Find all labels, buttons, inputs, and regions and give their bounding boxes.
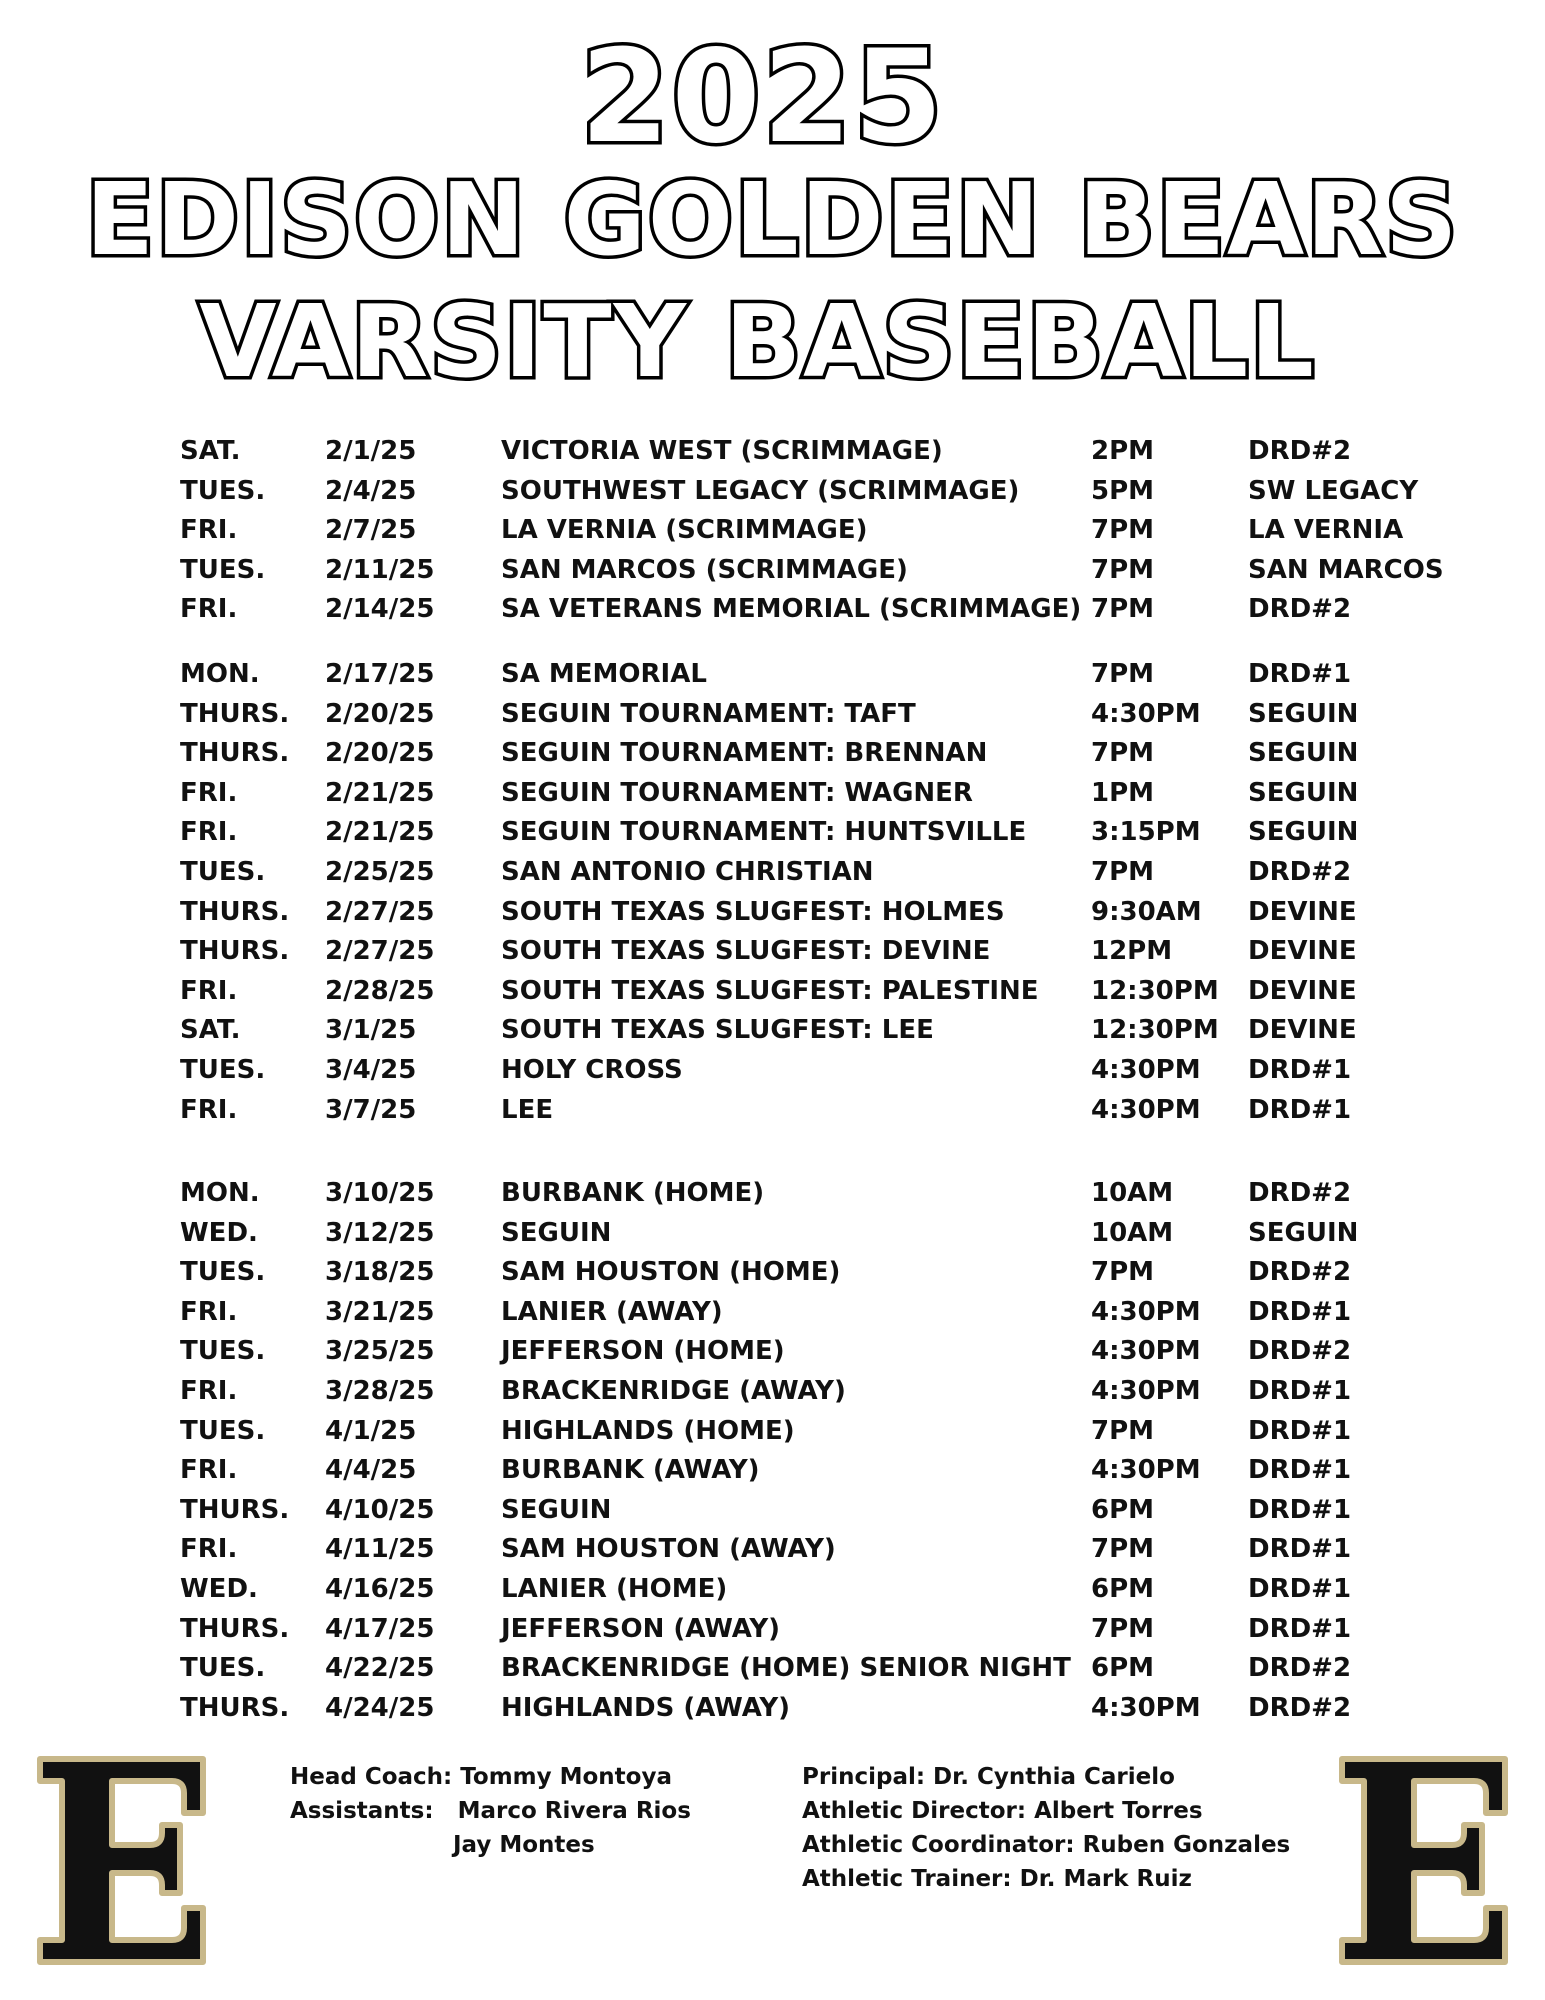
game-date: 3/10/25: [325, 1178, 435, 1208]
game-opponent: SA VETERANS MEMORIAL (SCRIMMAGE): [501, 594, 1082, 625]
game-opponent: JEFFERSON (AWAY): [501, 1613, 781, 1644]
game-location: DRD#2: [1248, 1692, 1352, 1723]
game-day: WED.: [180, 1574, 258, 1604]
athletic-coordinator: Athletic Coordinator: Ruben Gonzales: [802, 1832, 1291, 1858]
schedule-row: [0, 1373, 1545, 1409]
game-opponent: LEE: [501, 1094, 554, 1125]
game-date: 4/17/25: [325, 1613, 435, 1644]
game-time: 3:15PM: [1091, 817, 1201, 848]
game-day: FRI.: [180, 777, 238, 808]
game-date: 4/16/25: [325, 1574, 435, 1604]
game-opponent: SEGUIN: [501, 1494, 612, 1525]
game-location: DRD#2: [1248, 1178, 1352, 1208]
game-time: 9:30AM: [1091, 896, 1202, 927]
schedule-row: [0, 473, 1545, 509]
game-opponent: JEFFERSON (HOME): [501, 1336, 785, 1367]
game-location: DRD#1: [1248, 1296, 1352, 1327]
game-date: 3/1/25: [325, 1015, 417, 1046]
game-day: TUES.: [180, 1055, 266, 1085]
game-opponent: SA MEMORIAL: [501, 659, 707, 689]
schedule-row: [0, 854, 1545, 890]
game-time: 12:30PM: [1091, 975, 1219, 1006]
schedule-row: [0, 1650, 1545, 1686]
head-coach: Head Coach: Tommy Montoya: [290, 1764, 672, 1790]
game-location: SEGUIN: [1248, 738, 1359, 769]
game-time: 4:30PM: [1091, 1094, 1201, 1125]
game-date: 2/11/25: [325, 554, 435, 585]
game-time: 4:30PM: [1091, 1336, 1201, 1367]
schedule-row: [0, 1254, 1545, 1290]
game-opponent: HIGHLANDS (HOME): [501, 1415, 795, 1446]
athletic-trainer: Athletic Trainer: Dr. Mark Ruiz: [802, 1866, 1192, 1892]
game-date: 2/17/25: [325, 659, 435, 689]
game-time: 7PM: [1091, 515, 1155, 546]
schedule-row: [0, 1175, 1545, 1211]
game-location: DRD#1: [1248, 1094, 1352, 1125]
schedule-row: [0, 1215, 1545, 1251]
schedule-row: [0, 656, 1545, 692]
game-location: SAN MARCOS: [1248, 554, 1444, 585]
game-time: 7PM: [1091, 857, 1155, 887]
game-day: THURS.: [180, 698, 290, 729]
game-day: TUES.: [180, 1257, 266, 1288]
game-date: 2/25/25: [325, 857, 435, 887]
game-time: 5PM: [1091, 475, 1155, 506]
game-time: 12PM: [1091, 936, 1173, 967]
schedule-row: [0, 696, 1545, 732]
game-location: DRD#1: [1248, 1415, 1352, 1446]
game-location: DEVINE: [1248, 1015, 1357, 1046]
game-location: DRD#1: [1248, 1534, 1352, 1565]
game-opponent: SAN MARCOS (SCRIMMAGE): [501, 554, 908, 585]
game-date: 2/20/25: [325, 738, 435, 769]
game-opponent: BURBANK (HOME): [501, 1178, 765, 1208]
game-location: LA VERNIA: [1248, 515, 1404, 546]
schedule-row: [0, 1012, 1545, 1048]
game-location: DRD#2: [1248, 1653, 1352, 1684]
game-date: 3/4/25: [325, 1055, 417, 1085]
schedule-row: [0, 1413, 1545, 1449]
assistants-line: [290, 1794, 691, 1828]
game-day: FRI.: [180, 594, 238, 625]
game-day: FRI.: [180, 817, 238, 848]
game-opponent: HOLY CROSS: [501, 1055, 683, 1085]
game-location: SEGUIN: [1248, 817, 1359, 848]
game-location: DRD#2: [1248, 1336, 1352, 1367]
game-day: FRI.: [180, 1455, 238, 1486]
schedule-row: [0, 933, 1545, 969]
game-location: DRD#1: [1248, 1613, 1352, 1644]
game-time: 6PM: [1091, 1494, 1155, 1525]
schedule-row: [0, 512, 1545, 548]
game-date: 2/27/25: [325, 936, 435, 967]
game-time: 7PM: [1091, 1613, 1155, 1644]
game-day: THURS.: [180, 896, 290, 927]
title-sport: VARSITY BASEBALL: [199, 283, 1316, 400]
game-location: DRD#1: [1248, 1055, 1352, 1085]
game-location: DEVINE: [1248, 896, 1357, 927]
game-location: DRD#2: [1248, 594, 1352, 625]
game-time: 7PM: [1091, 1534, 1155, 1565]
game-opponent: LANIER (HOME): [501, 1574, 728, 1604]
game-date: 4/10/25: [325, 1494, 435, 1525]
game-day: MON.: [180, 1178, 260, 1208]
game-location: DEVINE: [1248, 936, 1357, 967]
assistants-label: Assistants:: [290, 1798, 434, 1824]
edison-e-logo-left: [34, 1753, 209, 1968]
schedule-row: [0, 1052, 1545, 1088]
game-time: 6PM: [1091, 1574, 1155, 1604]
game-day: THURS.: [180, 738, 290, 769]
game-opponent: SOUTH TEXAS SLUGFEST: DEVINE: [501, 936, 991, 967]
game-day: THURS.: [180, 1494, 290, 1525]
game-location: DRD#2: [1248, 436, 1352, 466]
game-time: 7PM: [1091, 554, 1155, 585]
game-location: DRD#2: [1248, 1257, 1352, 1288]
game-date: 4/24/25: [325, 1692, 435, 1723]
game-time: 12:30PM: [1091, 1015, 1219, 1046]
assistant-1: Marco Rivera Rios: [457, 1798, 691, 1824]
game-location: SEGUIN: [1248, 777, 1359, 808]
edison-e-logo-right: [1336, 1753, 1511, 1968]
schedule-row: [0, 591, 1545, 627]
game-day: FRI.: [180, 1094, 238, 1125]
schedule-row: [0, 973, 1545, 1009]
game-day: FRI.: [180, 1534, 238, 1565]
game-time: 7PM: [1091, 1257, 1155, 1288]
game-time: 7PM: [1091, 659, 1155, 689]
game-opponent: SAN ANTONIO CHRISTIAN: [501, 857, 874, 887]
game-date: 3/7/25: [325, 1094, 417, 1125]
game-date: 4/4/25: [325, 1455, 417, 1486]
game-time: 7PM: [1091, 594, 1155, 625]
game-date: 2/7/25: [325, 515, 417, 546]
game-day: THURS.: [180, 936, 290, 967]
game-date: 2/1/25: [325, 436, 417, 466]
game-opponent: HIGHLANDS (AWAY): [501, 1692, 791, 1723]
game-opponent: BURBANK (AWAY): [501, 1455, 760, 1486]
game-day: TUES.: [180, 1415, 266, 1446]
game-opponent: BRACKENRIDGE (HOME) SENIOR NIGHT: [501, 1653, 1071, 1684]
title-team: EDISON GOLDEN BEARS: [85, 161, 1460, 278]
game-date: 2/4/25: [325, 475, 417, 506]
game-day: FRI.: [180, 975, 238, 1006]
principal: Principal: Dr. Cynthia Carielo: [802, 1764, 1175, 1790]
game-date: 3/25/25: [325, 1336, 435, 1367]
game-opponent: SEGUIN TOURNAMENT: HUNTSVILLE: [501, 817, 1027, 848]
game-time: 6PM: [1091, 1653, 1155, 1684]
game-time: 4:30PM: [1091, 1296, 1201, 1327]
game-day: TUES.: [180, 475, 266, 506]
game-day: THURS.: [180, 1692, 290, 1723]
game-location: DEVINE: [1248, 975, 1357, 1006]
game-date: 2/28/25: [325, 975, 435, 1006]
game-day: SAT.: [180, 436, 241, 466]
game-time: 7PM: [1091, 1415, 1155, 1446]
schedule-row: [0, 814, 1545, 850]
schedule-row: [0, 775, 1545, 811]
administration-staff: [802, 1760, 1290, 1896]
schedule-row: [0, 1611, 1545, 1647]
schedule-row: [0, 1531, 1545, 1567]
game-date: 3/21/25: [325, 1296, 435, 1327]
game-day: MON.: [180, 659, 260, 689]
game-day: FRI.: [180, 1376, 238, 1406]
game-time: 4:30PM: [1091, 698, 1201, 729]
schedule-row: [0, 1294, 1545, 1330]
game-opponent: SEGUIN: [501, 1217, 612, 1248]
game-opponent: VICTORIA WEST (SCRIMMAGE): [501, 436, 943, 466]
assistant-2: Jay Montes: [453, 1832, 595, 1858]
game-opponent: SOUTH TEXAS SLUGFEST: HOLMES: [501, 896, 1005, 927]
schedule-row: [0, 1333, 1545, 1369]
game-date: 4/11/25: [325, 1534, 435, 1565]
game-time: 1PM: [1091, 777, 1155, 808]
game-date: 4/1/25: [325, 1415, 417, 1446]
game-opponent: SAM HOUSTON (HOME): [501, 1257, 841, 1288]
game-location: DRD#2: [1248, 857, 1352, 887]
game-date: 3/12/25: [325, 1217, 435, 1248]
game-date: 3/28/25: [325, 1376, 435, 1406]
game-opponent: SEGUIN TOURNAMENT: BRENNAN: [501, 738, 988, 769]
schedule-row: [0, 552, 1545, 588]
game-opponent: SOUTH TEXAS SLUGFEST: PALESTINE: [501, 975, 1039, 1006]
game-day: SAT.: [180, 1015, 241, 1046]
game-opponent: SEGUIN TOURNAMENT: WAGNER: [501, 777, 973, 808]
schedule-row: [0, 1690, 1545, 1726]
game-date: 2/27/25: [325, 896, 435, 927]
game-location: DRD#1: [1248, 1494, 1352, 1525]
game-location: DRD#1: [1248, 1455, 1352, 1486]
game-date: 3/18/25: [325, 1257, 435, 1288]
schedule-row: [0, 1571, 1545, 1607]
game-day: TUES.: [180, 1336, 266, 1367]
title-year: 2025: [580, 23, 945, 172]
schedule-row: [0, 1452, 1545, 1488]
game-date: 2/21/25: [325, 777, 435, 808]
game-time: 10AM: [1091, 1178, 1174, 1208]
game-opponent: SOUTH TEXAS SLUGFEST: LEE: [501, 1015, 934, 1046]
game-date: 4/22/25: [325, 1653, 435, 1684]
game-opponent: LANIER (AWAY): [501, 1296, 723, 1327]
game-opponent: SOUTHWEST LEGACY (SCRIMMAGE): [501, 475, 1020, 506]
game-time: 4:30PM: [1091, 1376, 1201, 1406]
game-location: SW LEGACY: [1248, 475, 1419, 506]
game-day: TUES.: [180, 554, 266, 585]
schedule-row: [0, 894, 1545, 930]
game-day: TUES.: [180, 1653, 266, 1684]
game-opponent: LA VERNIA (SCRIMMAGE): [501, 515, 868, 546]
game-date: 2/14/25: [325, 594, 435, 625]
game-date: 2/21/25: [325, 817, 435, 848]
game-day: FRI.: [180, 515, 238, 546]
schedule-row: [0, 1092, 1545, 1128]
game-day: FRI.: [180, 1296, 238, 1327]
schedule-row: [0, 1492, 1545, 1528]
game-opponent: SEGUIN TOURNAMENT: TAFT: [501, 698, 916, 729]
game-location: DRD#1: [1248, 1574, 1352, 1604]
game-time: 4:30PM: [1091, 1692, 1201, 1723]
game-opponent: SAM HOUSTON (AWAY): [501, 1534, 836, 1565]
game-location: DRD#1: [1248, 1376, 1352, 1406]
game-location: DRD#1: [1248, 659, 1352, 689]
schedule-row: [0, 433, 1545, 469]
game-date: 2/20/25: [325, 698, 435, 729]
game-opponent: BRACKENRIDGE (AWAY): [501, 1376, 846, 1406]
game-location: SEGUIN: [1248, 698, 1359, 729]
game-day: THURS.: [180, 1613, 290, 1644]
game-day: WED.: [180, 1217, 258, 1248]
game-time: 10AM: [1091, 1217, 1174, 1248]
coaching-staff: [290, 1760, 691, 1862]
game-time: 7PM: [1091, 738, 1155, 769]
game-day: TUES.: [180, 857, 266, 887]
game-time: 2PM: [1091, 436, 1155, 466]
schedule-row: [0, 735, 1545, 771]
game-time: 4:30PM: [1091, 1055, 1201, 1085]
game-time: 4:30PM: [1091, 1455, 1201, 1486]
athletic-director: Athletic Director: Albert Torres: [802, 1798, 1203, 1824]
game-location: SEGUIN: [1248, 1217, 1359, 1248]
